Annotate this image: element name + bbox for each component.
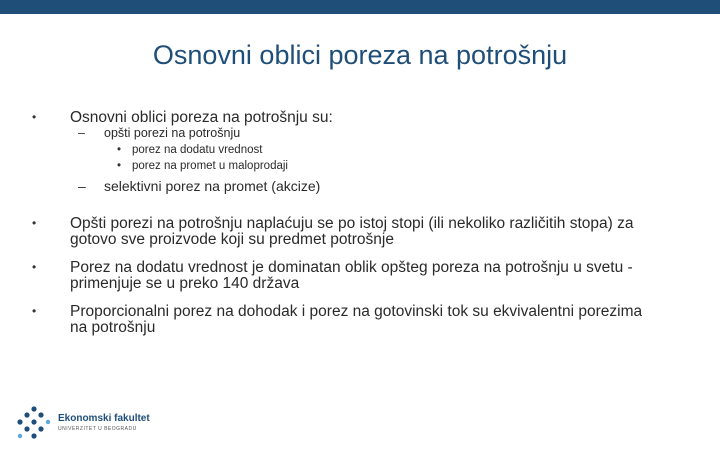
- bullet-dot: •: [32, 110, 37, 124]
- faculty-logo: [16, 405, 150, 441]
- bullet-dot: •: [32, 260, 37, 274]
- bullet-3-line-1: Proporcionalni porez na dohodak i porez na gotovinski tok su ekvivalentni porezima: [70, 303, 643, 320]
- logo-subtitle: UNIVERZITET U BEOGRADU: [58, 426, 137, 432]
- sub-item-selective: selektivni porez na promet (akcize): [104, 178, 321, 194]
- intro-text: Osnovni oblici poreza na potrošnju su:: [70, 109, 333, 126]
- logo-dots-icon: [16, 405, 52, 441]
- slide-title: Osnovni oblici poreza na potrošnju: [152, 40, 568, 70]
- sub-sub-item-retail: porez na promet u maloprodaji: [132, 160, 288, 172]
- sub-item-general: opšti porezi na potrošnju: [104, 126, 241, 140]
- dash-marker: –: [78, 126, 85, 140]
- small-bullet: •: [117, 160, 122, 172]
- logo-name: Ekonomski fakultet: [58, 413, 150, 424]
- bullet-1-line-2: gotovo sve proizvode koji su predmet potrošnje: [70, 231, 394, 248]
- bullet-3-line-2: na potrošnju: [70, 319, 156, 336]
- bullet-2-line-2: primenjuje se u preko 140 država: [70, 275, 300, 292]
- bullet-dot: •: [32, 304, 37, 318]
- bullet-dot: •: [32, 216, 37, 230]
- sub-sub-item-vat: porez na dodatu vrednost: [132, 144, 263, 156]
- dash-marker: –: [78, 178, 86, 194]
- bullet-2-line-1: Porez na dodatu vrednost je dominatan oblik opšteg poreza na potrošnju u svetu -: [70, 259, 633, 276]
- bullet-1-line-1: Opšti porezi na potrošnju naplaćuju se po istoj stopi (ili nekoliko različitih stopa) za: [70, 215, 634, 232]
- small-bullet: •: [117, 144, 122, 156]
